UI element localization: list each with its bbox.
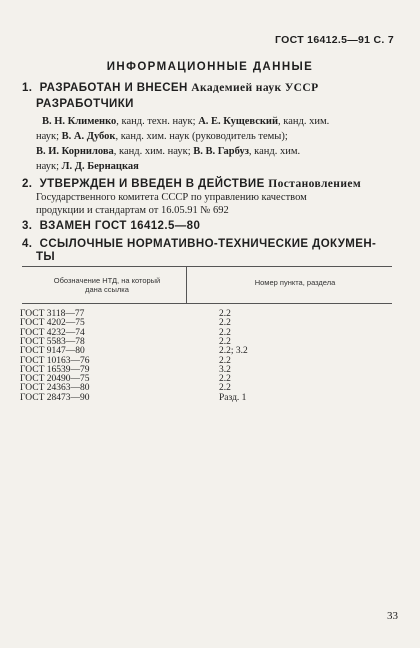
table-cell-clause: 2.2; 3.2 [219, 346, 248, 357]
table-cell-ntd: ГОСТ 28473—90 [20, 392, 90, 403]
section-2-heading [22, 178, 396, 190]
page-title: ИНФОРМАЦИОННЫЕ ДАННЫЕ [106, 61, 314, 73]
developers-heading: РАЗРАБОТЧИКИ [36, 98, 134, 110]
table-cell-ntd: ГОСТ 10163—76 [20, 355, 90, 366]
table-cell-ntd: ГОСТ 4202—75 [20, 318, 85, 329]
table-cell-ntd: ГОСТ 24363—80 [20, 383, 90, 394]
table-cell-clause: Разд. 1 [219, 392, 247, 403]
table-cell-clause: 2.2 [219, 309, 231, 319]
table-cell-ntd: ГОСТ 9147—80 [20, 346, 85, 357]
table-cell-clause: 2.2 [219, 336, 231, 347]
section-2-title: УТВЕРЖДЕН И ВВЕДЕН В ДЕЙСТВИЕ [39, 178, 265, 190]
page-number: 33 [387, 610, 398, 622]
table-column-divider [186, 266, 187, 304]
table-cell-ntd: ГОСТ 5583—78 [20, 336, 85, 347]
section-4-number: 4. [22, 238, 33, 250]
developers-line-3: В. И. Корнилова, канд. хим. наук; В. В. Гарбуз, канд. хим. [36, 146, 301, 157]
table-cell-ntd: ГОСТ 20490—75 [20, 374, 90, 385]
section-2-line-1: Государственного комитета СССР по управлению качеством [36, 192, 307, 203]
table-header-col2: Номер пункта, раздела [254, 278, 336, 287]
section-1-title: РАЗРАБОТАН И ВНЕСЕН [39, 82, 188, 94]
section-4-heading-cont: ТЫ [36, 251, 56, 263]
section-2-tail: Постановлением [268, 178, 362, 190]
section-3-title: ВЗАМЕН ГОСТ 16412.5—80 [39, 220, 201, 232]
table-cell-clause: 2.2 [219, 327, 231, 338]
table-cell-clause: 2.2 [219, 318, 231, 329]
table-cell-ntd: ГОСТ 3118—77 [20, 309, 85, 319]
section-3-number: 3. [22, 220, 33, 232]
table-cell-clause: 2.2 [219, 374, 231, 385]
table-cell-ntd: ГОСТ 4232—74 [20, 327, 85, 338]
table-cell-clause: 2.2 [219, 355, 231, 366]
developers-line-4: наук; Л. Д. Бернацкая [36, 161, 139, 172]
table-top-rule [22, 266, 392, 267]
section-1-number: 1. [22, 82, 33, 94]
section-4-heading [22, 238, 396, 250]
section-1-heading [22, 82, 396, 94]
running-head: ГОСТ 16412.5—91 С. 7 [275, 34, 394, 46]
section-3-heading [22, 220, 396, 232]
table-header-col1: Обозначение НТД, на который дана ссылка [53, 276, 161, 294]
developers-line-1: В. Н. Клименко, канд. техн. наук; А. Е. Кущевский, канд. хим. [42, 116, 330, 127]
section-2-number: 2. [22, 178, 33, 190]
developers-line-2: наук; В. А. Дубок, канд. хим. наук (руководитель темы); [36, 131, 288, 142]
table-cell-clause: 2.2 [219, 383, 231, 394]
table-header-rule [22, 303, 392, 304]
section-1-tail: Академией наук УССР [191, 82, 319, 94]
section-2-line-2: продукции и стандартам от 16.05.91 № 692 [36, 205, 229, 216]
section-4-title: ССЫЛОЧНЫЕ НОРМАТИВНО-ТЕХНИЧЕСКИЕ ДОКУМЕН- [39, 238, 377, 250]
table-cell-ntd: ГОСТ 16539—79 [20, 364, 90, 375]
table-cell-clause: 3.2 [219, 364, 231, 375]
